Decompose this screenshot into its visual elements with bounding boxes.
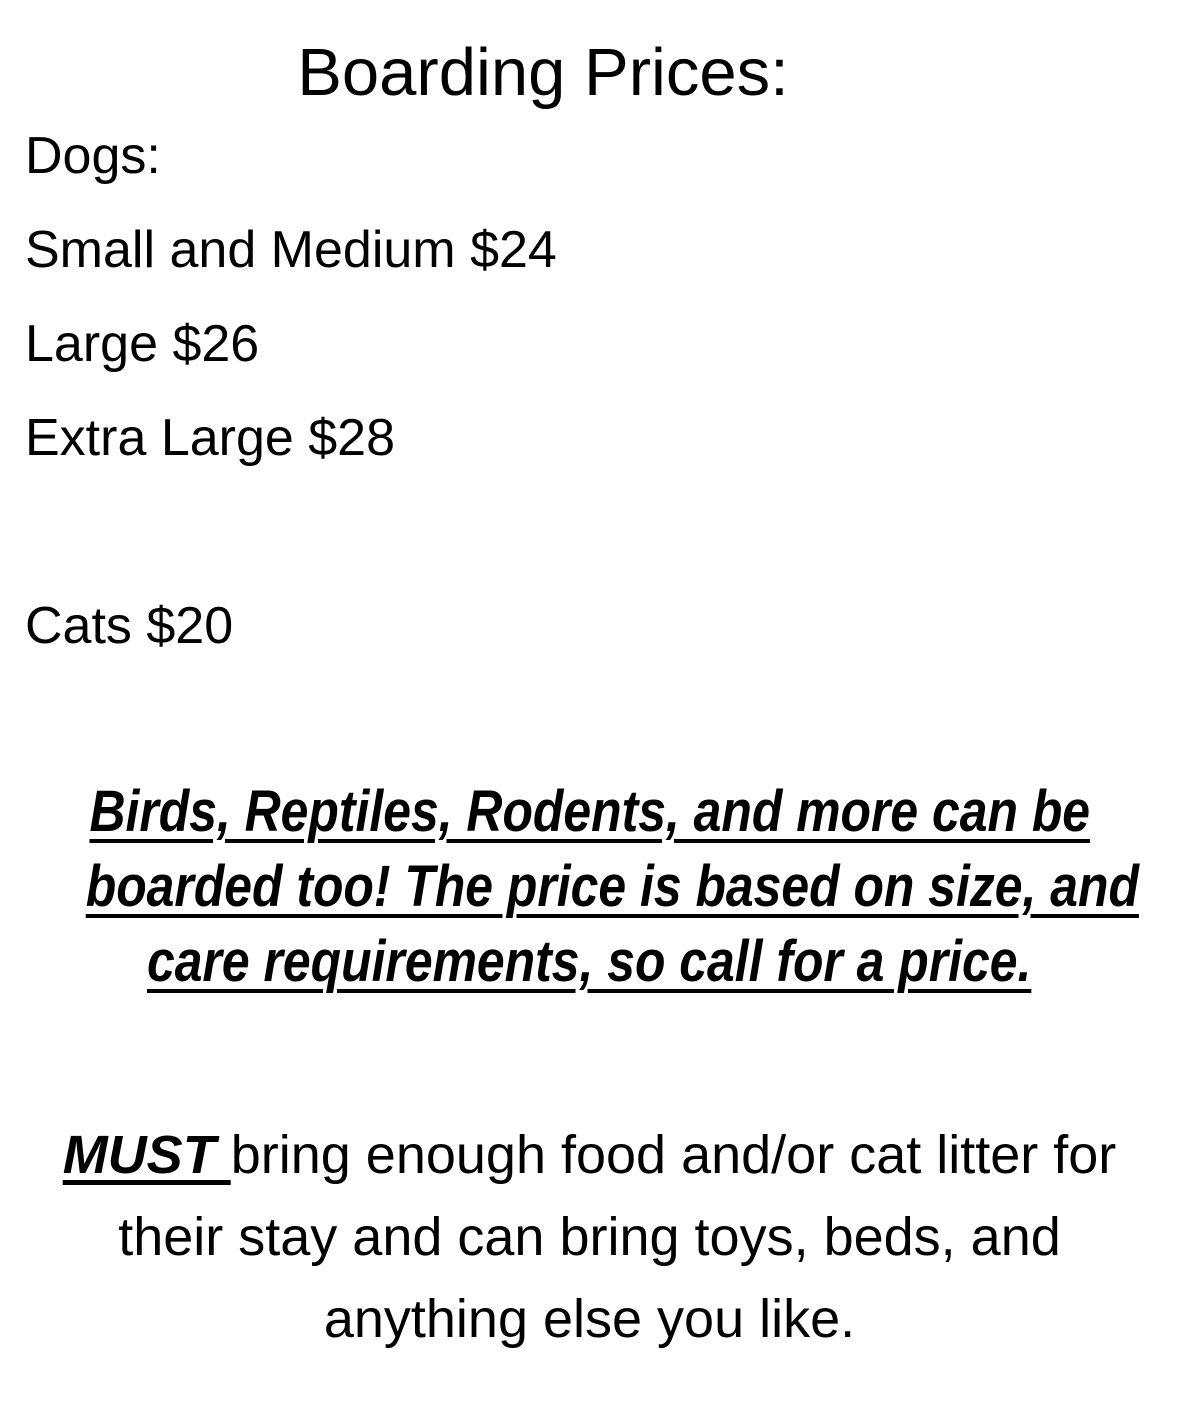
dog-price-large: Large $26 xyxy=(25,315,260,373)
dogs-heading: Dogs: xyxy=(25,127,161,185)
exotics-notice-text: boarded too! The price is based on size, and xyxy=(85,854,1139,919)
requirements-line xyxy=(0,1114,1179,1196)
exotics-notice-text: care requirements, so call for a price. xyxy=(147,929,1032,994)
cat-price: Cats $20 xyxy=(25,597,234,655)
exotics-notice-line xyxy=(0,849,1179,924)
spacer xyxy=(0,673,1179,767)
exotics-notice-text: Birds, Reptiles, Rodents, and more can be xyxy=(89,779,1090,844)
requirements-line: their stay and can bring toys, beds, and xyxy=(118,1207,1061,1267)
exotics-notice xyxy=(0,774,1179,999)
exotics-notice-line xyxy=(0,924,1179,999)
spacer xyxy=(0,485,1179,579)
requirements-line: anything else you like. xyxy=(323,1289,856,1349)
must-emphasis: MUST xyxy=(62,1125,231,1185)
dog-price-small-medium: Small and Medium $24 xyxy=(25,221,557,279)
requirements-text: bring enough food and/or cat litter for xyxy=(230,1125,1117,1185)
requirements-paragraph xyxy=(0,1114,1179,1360)
page-title: Boarding Prices: xyxy=(297,35,789,110)
exotics-notice-line xyxy=(0,774,1179,849)
dog-price-extra-large: Extra Large $28 xyxy=(25,409,396,467)
